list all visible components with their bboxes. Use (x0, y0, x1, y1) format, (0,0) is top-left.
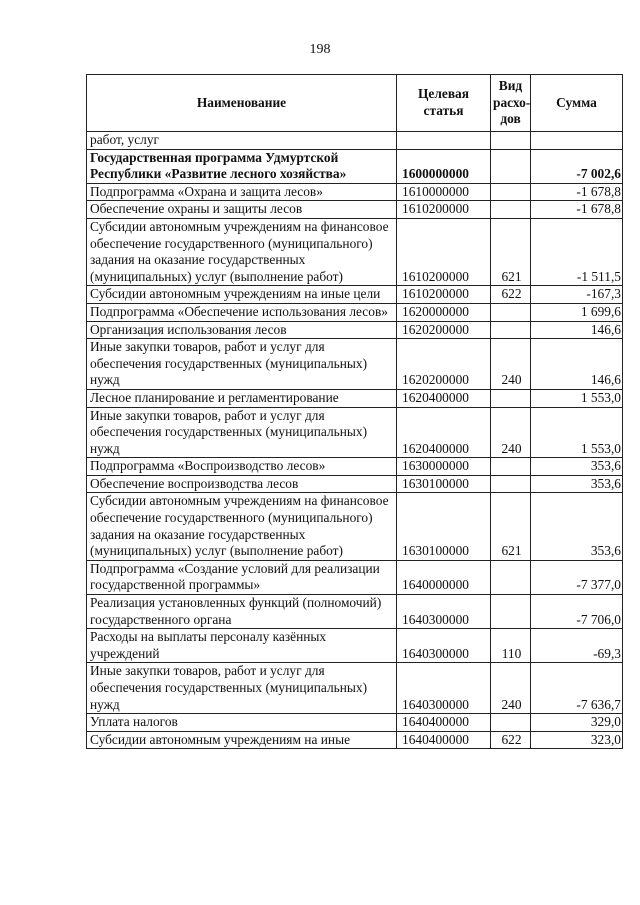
cell-name: Реализация установленных функций (полномочий) государственного органа (87, 595, 397, 629)
cell-name: Обеспечение воспроизводства лесов (87, 475, 397, 493)
cell-code: 1620400000 (397, 389, 491, 407)
cell-type (491, 389, 531, 407)
cell-type: 622 (491, 286, 531, 304)
cell-code: 1640400000 (397, 714, 491, 732)
cell-sum: 1 553,0 (531, 407, 623, 458)
cell-sum: 146,6 (531, 321, 623, 339)
cell-sum: 1 553,0 (531, 389, 623, 407)
cell-sum: -1 678,8 (531, 183, 623, 201)
cell-name: Обеспечение охраны и защиты лесов (87, 201, 397, 219)
cell-code: 1640400000 (397, 731, 491, 749)
table-row (87, 407, 623, 458)
cell-code: 1630000000 (397, 458, 491, 476)
table-row (87, 560, 623, 594)
cell-name: Лесное планирование и регламентирование (87, 389, 397, 407)
cell-sum: 353,6 (531, 458, 623, 476)
cell-name: Субсидии автономным учреждениям на иные цели (87, 286, 397, 304)
table-row (87, 286, 623, 304)
cell-code: 1630100000 (397, 475, 491, 493)
cell-type: 240 (491, 663, 531, 714)
cell-type: 240 (491, 339, 531, 390)
table-row (87, 149, 623, 183)
cell-type: 621 (491, 218, 531, 285)
table-row (87, 389, 623, 407)
cell-name: Субсидии автономным учреждениям на иные (87, 731, 397, 749)
table-row (87, 595, 623, 629)
table-row (87, 493, 623, 560)
cell-name: работ, услуг (87, 132, 397, 150)
table-row (87, 475, 623, 493)
table-header-row (87, 75, 623, 132)
table-row (87, 321, 623, 339)
budget-table (86, 74, 623, 749)
header-code: Целевая статья (397, 75, 491, 132)
cell-sum: -7 636,7 (531, 663, 623, 714)
table-row (87, 303, 623, 321)
cell-sum: -69,3 (531, 629, 623, 663)
cell-name: Подпрограмма «Создание условий для реализации государственной программы» (87, 560, 397, 594)
cell-sum (531, 132, 623, 150)
cell-sum: -167,3 (531, 286, 623, 304)
table-row (87, 201, 623, 219)
cell-code: 1620200000 (397, 339, 491, 390)
cell-type (491, 475, 531, 493)
cell-sum: -1 678,8 (531, 201, 623, 219)
cell-sum: 329,0 (531, 714, 623, 732)
cell-code: 1610200000 (397, 201, 491, 219)
cell-name: Субсидии автономным учреждениям на финансовое обеспечение государственного (муниципального) задания на оказание государственных (муниципальных) услуг (выполнение работ) (87, 218, 397, 285)
cell-name: Организация использования лесов (87, 321, 397, 339)
cell-code: 1620000000 (397, 303, 491, 321)
cell-code: 1640000000 (397, 560, 491, 594)
cell-code: 1610000000 (397, 183, 491, 201)
cell-sum: 353,6 (531, 493, 623, 560)
cell-type: 240 (491, 407, 531, 458)
cell-code: 1610200000 (397, 218, 491, 285)
cell-code: 1640300000 (397, 663, 491, 714)
cell-sum: 146,6 (531, 339, 623, 390)
cell-type (491, 595, 531, 629)
table-row (87, 714, 623, 732)
cell-type (491, 303, 531, 321)
cell-sum: -7 002,6 (531, 149, 623, 183)
cell-code: 1620400000 (397, 407, 491, 458)
cell-name: Расходы на выплаты персоналу казённых учреждений (87, 629, 397, 663)
cell-type (491, 149, 531, 183)
cell-type (491, 183, 531, 201)
table-row (87, 183, 623, 201)
cell-code: 1630100000 (397, 493, 491, 560)
cell-name: Субсидии автономным учреждениям на финансовое обеспечение государственного (муниципального) задания на оказание государственных (муниципальных) услуг (выполнение работ) (87, 493, 397, 560)
cell-type (491, 321, 531, 339)
cell-sum: -1 511,5 (531, 218, 623, 285)
header-sum: Сумма (531, 75, 623, 132)
cell-sum: 1 699,6 (531, 303, 623, 321)
cell-sum: -7 706,0 (531, 595, 623, 629)
cell-code (397, 132, 491, 150)
cell-name: Уплата налогов (87, 714, 397, 732)
cell-sum: 353,6 (531, 475, 623, 493)
cell-type (491, 714, 531, 732)
cell-name: Подпрограмма «Воспроизводство лесов» (87, 458, 397, 476)
cell-type (491, 560, 531, 594)
table-row (87, 663, 623, 714)
header-name: Наименование (87, 75, 397, 132)
table-row (87, 731, 623, 749)
cell-type: 622 (491, 731, 531, 749)
cell-name: Иные закупки товаров, работ и услуг для обеспечения государственных (муниципальных) нужд (87, 339, 397, 390)
table-row (87, 132, 623, 150)
cell-type: 110 (491, 629, 531, 663)
cell-code: 1640300000 (397, 595, 491, 629)
cell-type (491, 132, 531, 150)
cell-sum: -7 377,0 (531, 560, 623, 594)
cell-name: Подпрограмма «Обеспечение использования лесов» (87, 303, 397, 321)
cell-code: 1600000000 (397, 149, 491, 183)
cell-name: Иные закупки товаров, работ и услуг для обеспечения государственных (муниципальных) нужд (87, 407, 397, 458)
table-row (87, 629, 623, 663)
cell-sum: 323,0 (531, 731, 623, 749)
cell-type (491, 458, 531, 476)
cell-name: Государственная программа Удмуртской Республики «Развитие лесного хозяйства» (87, 149, 397, 183)
cell-name: Иные закупки товаров, работ и услуг для обеспечения государственных (муниципальных) нужд (87, 663, 397, 714)
cell-code: 1640300000 (397, 629, 491, 663)
table-row (87, 339, 623, 390)
page-number: 198 (309, 42, 331, 57)
table-row (87, 218, 623, 285)
cell-type: 621 (491, 493, 531, 560)
header-type: Вид расхо-дов (491, 75, 531, 132)
cell-code: 1620200000 (397, 321, 491, 339)
cell-name: Подпрограмма «Охрана и защита лесов» (87, 183, 397, 201)
table-row (87, 458, 623, 476)
cell-type (491, 201, 531, 219)
cell-code: 1610200000 (397, 286, 491, 304)
